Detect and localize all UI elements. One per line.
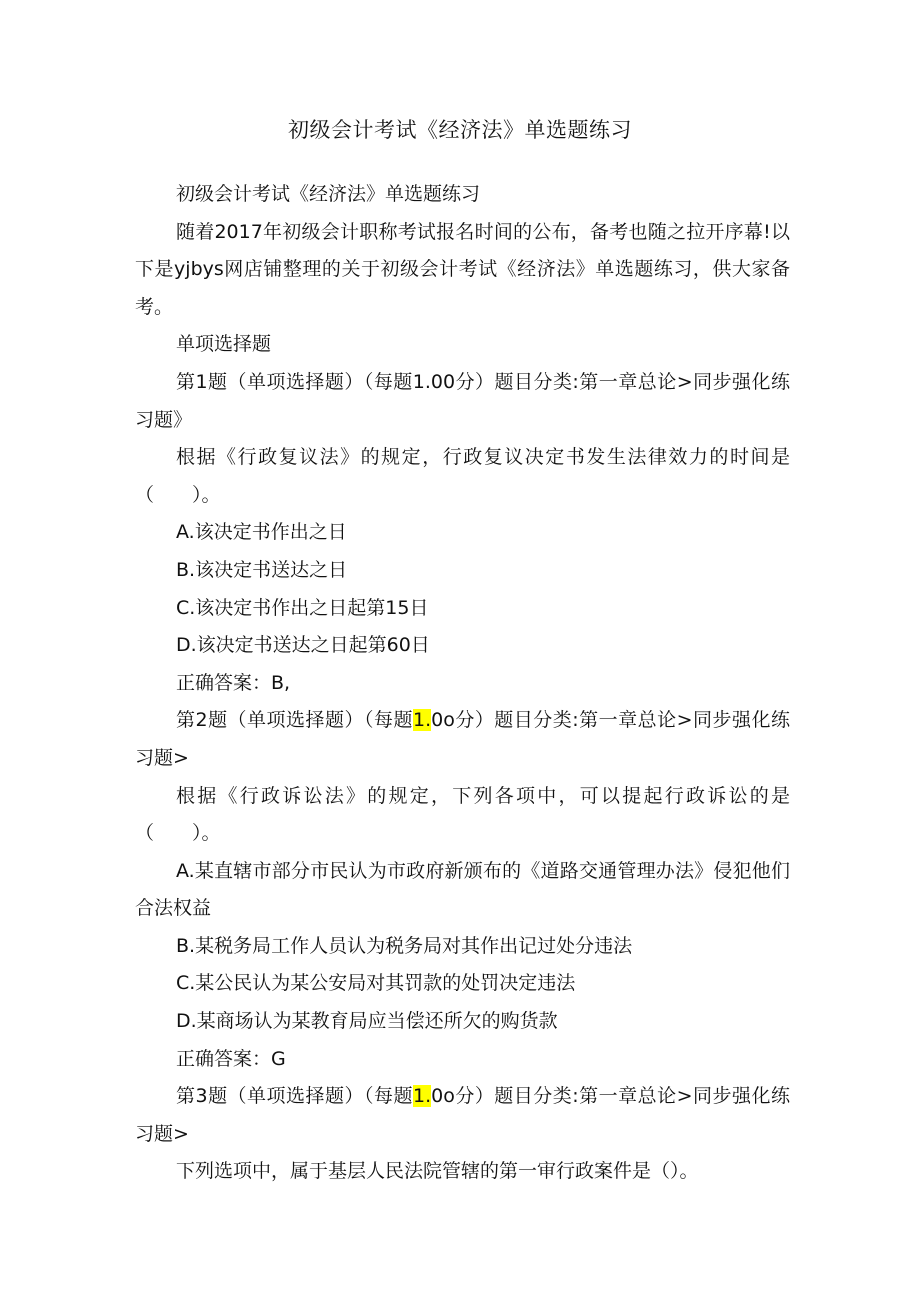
question-2-header-before: 第2题（单项选择题）（每题 <box>176 709 413 732</box>
question-1-option-a: A.该决定书作出之日 <box>176 521 347 544</box>
subtitle: 初级会计考试《经济法》单选题练习 <box>176 183 481 205</box>
question-2-option-d: D.某商场认为某教育局应当偿还所欠的购货款 <box>176 1010 558 1033</box>
question-2-header <box>135 702 790 777</box>
question-1-header: 第1题（单项选择题）（每题1.00分）题目分类:第一章总论>同步强化练习题》 <box>135 370 790 431</box>
question-1-option-d: D.该决定书送达之日起第60日 <box>176 634 430 657</box>
question-1-answer: 正确答案：B, <box>176 671 291 694</box>
question-3-highlighted-score: 1. <box>412 1085 432 1108</box>
question-2-stem: 根据《行政诉讼法》的规定，下列各项中，可以提起行政诉讼的是（ ）。 <box>135 784 790 845</box>
page-title: 初级会计考试《经济法》单选题练习 <box>288 118 632 142</box>
question-1-option-c: C.该决定书作出之日起第15日 <box>176 596 429 619</box>
question-2-header-after: 0o分）题目分类:第一章总论>同步强化练习题> <box>135 709 790 769</box>
question-2-option-c: C.某公民认为某公安局对其罚款的处罚决定违法 <box>176 972 576 995</box>
question-1-option-b: B.该决定书送达之日 <box>176 558 348 581</box>
intro-paragraph: 随着2017年初级会计职称考试报名时间的公布，备考也随之拉开序幕!以下是yjbys网店铺整理的关于初级会计考试《经济法》单选题练习，供大家备考。 <box>135 220 790 318</box>
question-2-highlighted-score: 1. <box>412 709 432 732</box>
section-heading: 单项选择题 <box>176 333 272 356</box>
question-2-answer: 正确答案：G <box>176 1047 286 1070</box>
document-body <box>135 176 790 1191</box>
question-3-stem: 下列选项中，属于基层人民法院管辖的第一审行政案件是（）。 <box>176 1160 699 1183</box>
question-3-header-after: 0o分）题目分类:第一章总论>同步强化练习题> <box>135 1085 790 1145</box>
question-2-option-a: A.某直辖市部分市民认为市政府新颁布的《道路交通管理办法》侵犯他们合法权益 <box>135 859 790 920</box>
question-1-stem: 根据《行政复议法》的规定，行政复议决定书发生法律效力的时间是（ ）。 <box>135 446 790 506</box>
question-3-header <box>135 1078 790 1153</box>
question-3-header-before: 第3题（单项选择题）（每题 <box>176 1085 413 1108</box>
question-2-option-b: B.某税务局工作人员认为税务局对其作出记过处分违法 <box>176 934 633 957</box>
